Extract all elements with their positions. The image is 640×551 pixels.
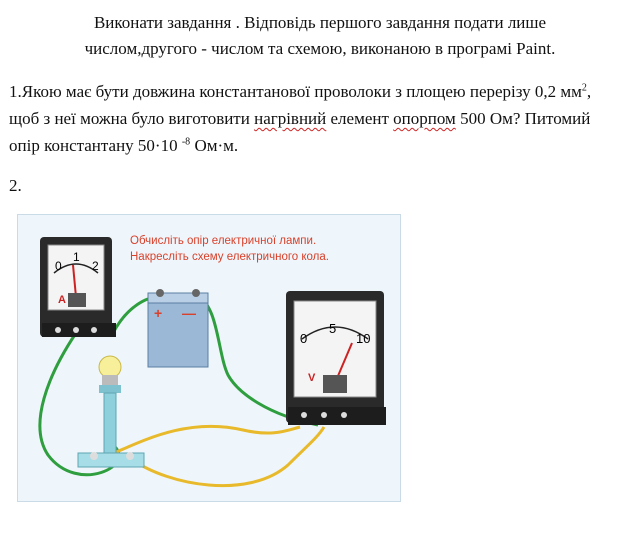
ammeter-scale-2: 2: [92, 259, 99, 273]
ammeter-unit: A: [58, 294, 66, 306]
battery: [148, 289, 208, 367]
task-2-label: 2.: [9, 176, 22, 195]
header-line-1: Виконати завдання . Відповідь першого завдання подати лише: [93, 13, 547, 32]
task-1-part-a: 1.Якою має бути довжина константанової проволоки з площею перерізу 0,2 мм: [9, 82, 582, 101]
task-1-exponent: -8: [181, 136, 191, 148]
battery-minus: —: [182, 305, 196, 321]
task-1-superscript-2: 2: [581, 82, 587, 94]
ammeter-scale-0: 0: [55, 259, 62, 273]
task-1-part-c: елемент: [326, 109, 394, 128]
voltmeter-scale-0: 0: [300, 331, 308, 346]
voltmeter-scale-10: 10: [356, 331, 371, 346]
task-1-text: [9, 78, 621, 159]
battery-plus: +: [154, 305, 163, 321]
task-1-part-d: 500 Ом? Питомий опір константану 50·10: [9, 109, 591, 155]
assignment-header: [20, 10, 620, 62]
voltmeter-scale-5: 5: [329, 321, 337, 336]
voltmeter-unit: V: [308, 372, 316, 384]
header-line-2: числом,другого - числом та схемою, виконаною в програмі Paint.: [84, 39, 556, 58]
circuit-figure: [17, 214, 401, 502]
figure-caption: [130, 233, 390, 265]
task-1-part-e: Ом·м.: [190, 136, 239, 155]
ammeter-scale-1: 1: [73, 250, 80, 264]
task-1-misspelled-word-1: нагрівний: [254, 109, 327, 128]
task-1-part-b: , щоб з неї можна було виготовити: [9, 82, 592, 128]
figure-caption-line-1: Обчисліть опір електричної лампи.: [130, 235, 317, 247]
lamp-stand: [78, 356, 144, 467]
task-1-misspelled-word-2: опорпом: [393, 109, 456, 128]
ammeter: [40, 237, 116, 337]
figure-caption-line-2: Накресліть схему електричного кола.: [130, 251, 329, 263]
voltmeter: [286, 291, 386, 425]
